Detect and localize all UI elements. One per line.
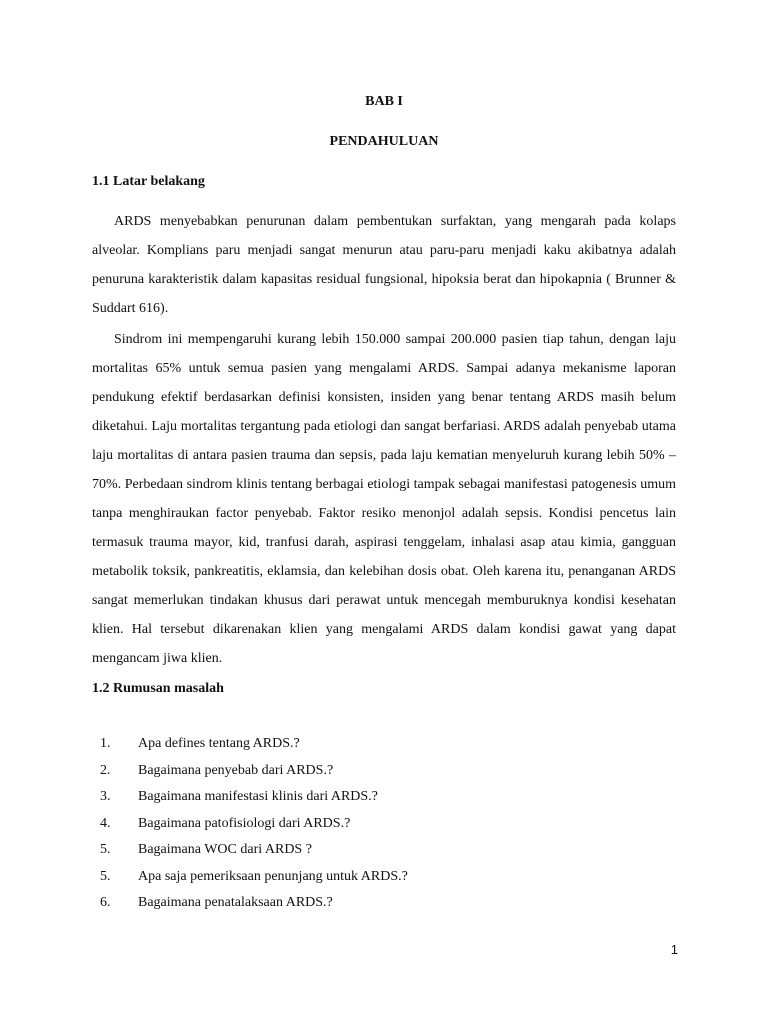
list-item-number: 4. (100, 815, 111, 831)
list-item (100, 784, 408, 811)
list-item-text: Bagaimana patofisiologi dari ARDS.? (138, 815, 351, 831)
question-list (100, 731, 408, 917)
list-item-number: 1. (100, 736, 111, 751)
list-item-number: 3. (100, 789, 111, 804)
list-item (100, 731, 408, 758)
list-item (100, 837, 408, 864)
list-item (100, 890, 408, 917)
list-item (100, 758, 408, 785)
list-item-number: 5. (100, 868, 111, 884)
section-heading-rumusan-masalah: 1.2 Rumusan masalah (92, 681, 224, 696)
list-item (100, 811, 408, 838)
list-item-text: Bagaimana WOC dari ARDS ? (138, 842, 312, 857)
list-item-text: Bagaimana penatalaksaan ARDS.? (138, 895, 333, 910)
paragraph: ARDS menyebabkan penurunan dalam pembentukan surfaktan, yang mengarah pada kolaps alveolar. Komplians paru menjadi sangat menurun atau paru-paru menjadi kaku akibatnya adalah penuruna karakteristik dalam kapasitas residual fungsional, hipoksia berat dan hipokapnia ( Brunner & Suddart 616). (92, 214, 676, 316)
list-item-number: 6. (100, 895, 111, 910)
section-heading-latar-belakang: 1.1 Latar belakang (92, 174, 205, 189)
paragraph: Sindrom ini mempengaruhi kurang lebih 150.000 sampai 200.000 pasien tiap tahun, dengan laju mortalitas 65% untuk semua pasien yang mengalami ARDS. Sampai adanya mekanisme laporan pendukung efektif berdasarkan definisi konsisten, insiden yang benar tentang ARDS masih belum diketahui. Laju mortalitas tergantung pada etiologi dan sangat berfariasi. ARDS adalah penyebab utama laju mortalitas di antara pasien trauma dan sepsis, pada laju kematian menyeluruh kurang lebih 50% – 70%. Perbedaan sindrom klinis tentang berbagai etiologi tampak sebagai manifestasi patogenesis umum tanpa menghiraukan factor penyebab. Faktor resiko menonjol adalah sepsis. Kondisi pencetus lain termasuk trauma mayor, kid, tranfusi darah, aspirasi tenggelam, inhalasi asap atau kimia, gangguan metabolik toksik, pankreatitis, eklamsia, dan kelebihan dosis obat. Oleh karena itu, penanganan ARDS sangat memerlukan tindakan khusus dari perawat untuk mencegah memburuknya kondisi kesehatan klien. Hal tersebut dikarenakan klien yang mengalami ARDS dalam kondisi gawat yang dapat mengancam jiwa klien. (92, 332, 676, 666)
list-item (100, 864, 408, 891)
list-item-number: 2. (100, 762, 111, 778)
list-item-text: Bagaimana penyebab dari ARDS.? (138, 762, 334, 778)
chapter-label: BAB I (365, 94, 403, 109)
list-item-number: 5. (100, 842, 111, 857)
list-item-text: Bagaimana manifestasi klinis dari ARDS.? (138, 789, 378, 804)
page-number: 1 (670, 942, 678, 957)
list-item-text: Apa saja pemeriksaan penunjang untuk ARDS.? (138, 868, 408, 884)
chapter-title: PENDAHULUAN (329, 134, 439, 149)
list-item-text: Apa defines tentang ARDS.? (138, 736, 300, 751)
